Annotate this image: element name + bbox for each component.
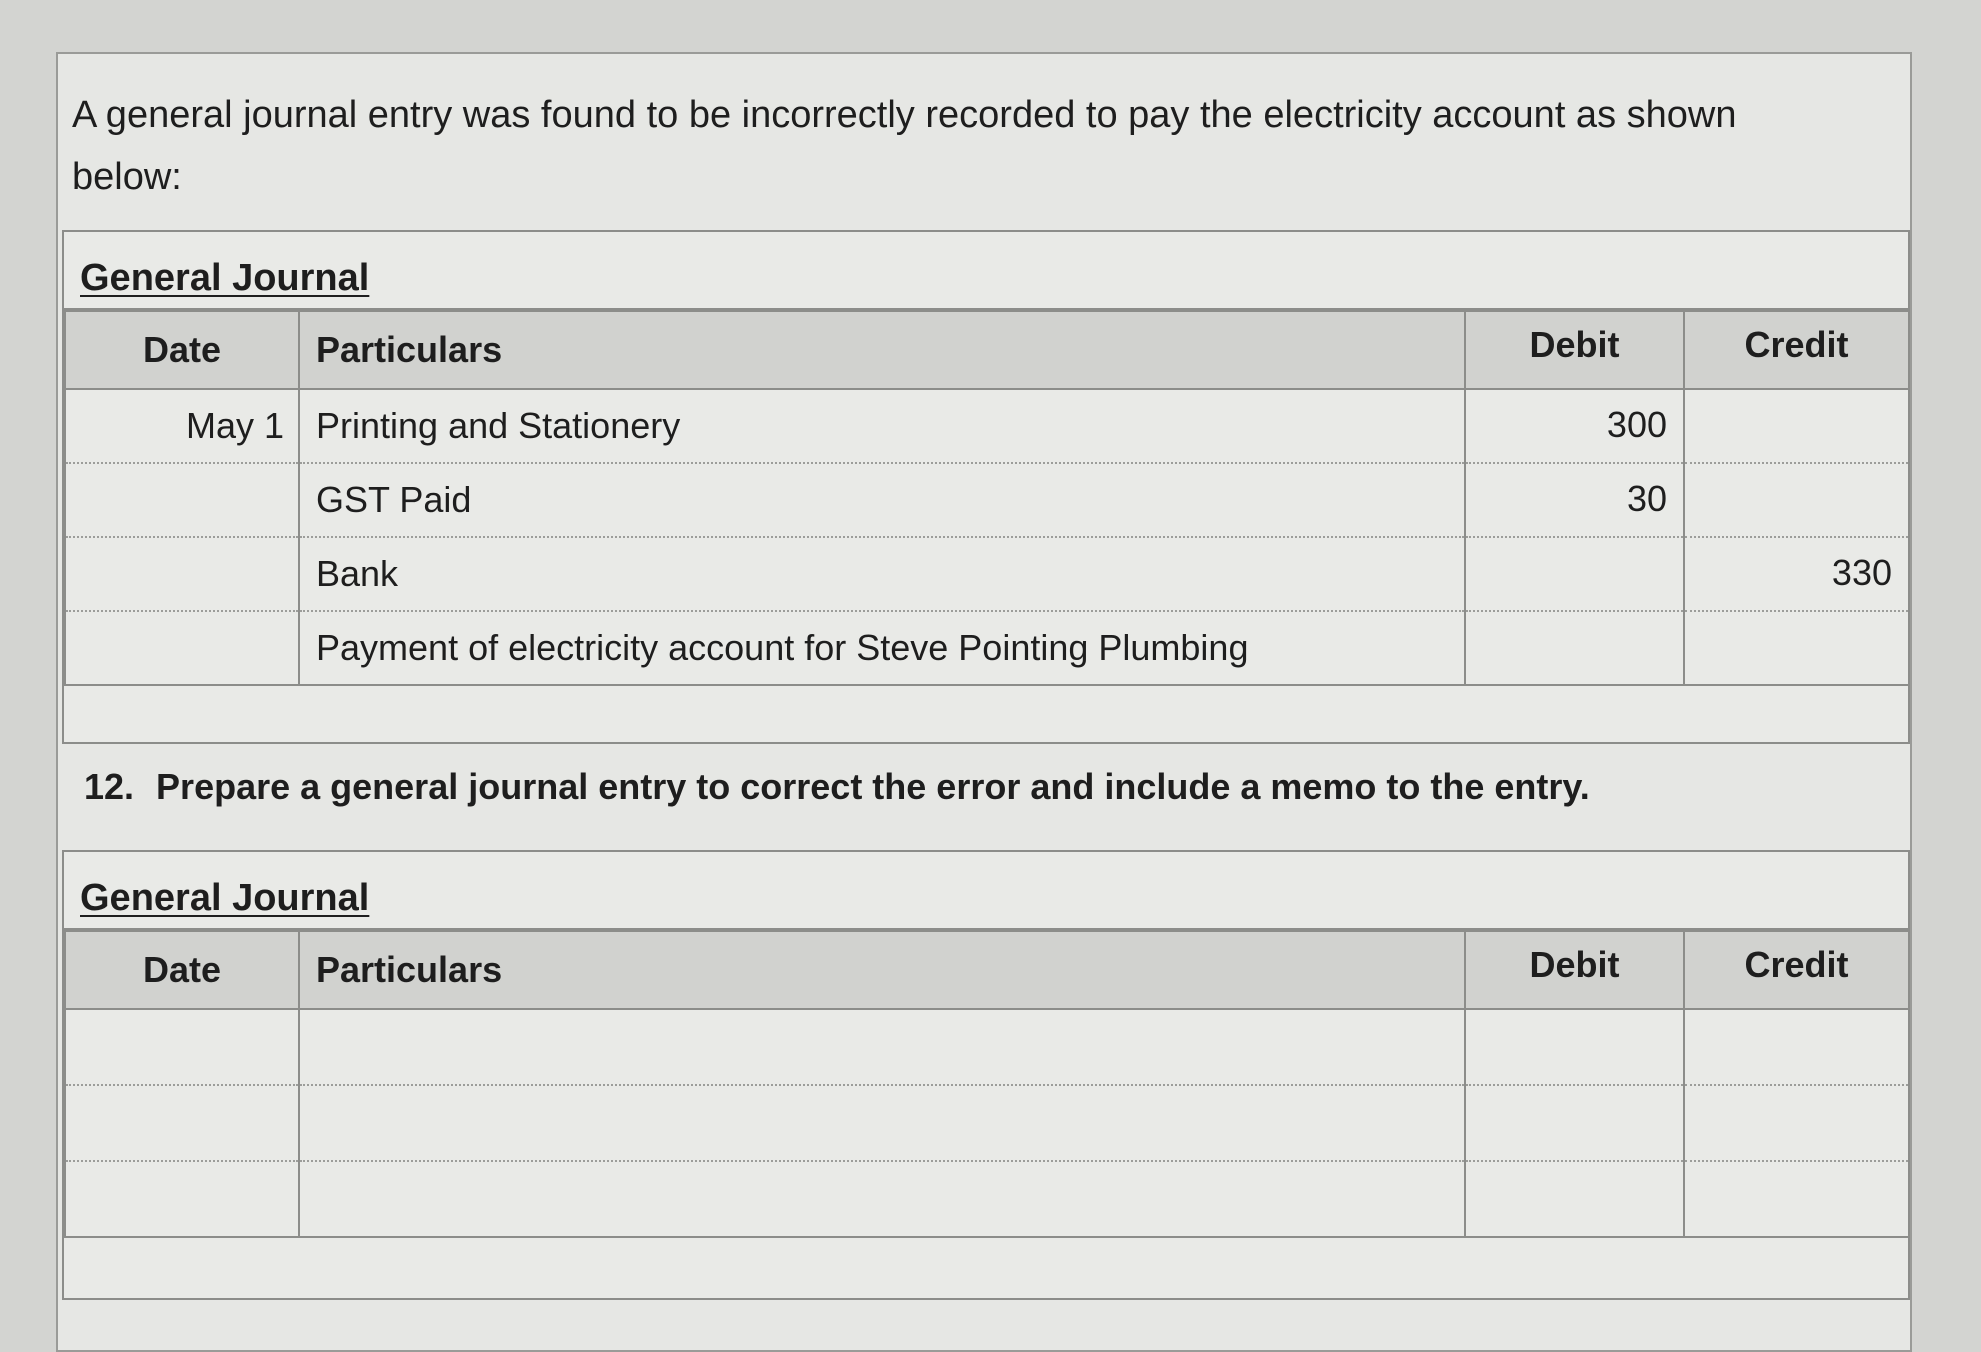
- row-date: [65, 611, 299, 685]
- header-credit: Credit: [1684, 311, 1909, 389]
- row-particulars: Bank: [299, 537, 1465, 611]
- question-prompt: Prepare a general journal entry to correct the error and include a memo to the entry.: [156, 766, 1590, 807]
- table-row: [65, 389, 1909, 463]
- row-credit: [1684, 463, 1909, 537]
- header-debit: Debit: [1465, 311, 1684, 389]
- journal-title-container: [64, 852, 1908, 930]
- header-debit: Debit: [1465, 931, 1684, 1009]
- intro-line-2: below:: [72, 156, 182, 198]
- row-credit: [1684, 611, 1909, 685]
- correction-journal-table: [64, 930, 1910, 1238]
- entry-date-cell[interactable]: [65, 1085, 299, 1161]
- entry-debit-cell[interactable]: [1465, 1009, 1684, 1085]
- entry-date-cell[interactable]: [65, 1009, 299, 1085]
- row-date: [65, 537, 299, 611]
- table-row: [65, 1009, 1909, 1085]
- row-particulars: Payment of electricity account for Steve Pointing Plumbing: [299, 611, 1465, 685]
- entry-particulars-cell[interactable]: [299, 1161, 1465, 1237]
- incorrect-journal-table: [64, 310, 1910, 686]
- question-text: [84, 766, 1590, 808]
- entry-credit-cell[interactable]: [1684, 1085, 1909, 1161]
- entry-credit-cell[interactable]: [1684, 1009, 1909, 1085]
- entry-particulars-cell[interactable]: [299, 1009, 1465, 1085]
- header-row: [65, 311, 1909, 389]
- header-particulars: Particulars: [299, 931, 1465, 1009]
- header-particulars: Particulars: [299, 311, 1465, 389]
- table-row: [65, 537, 1909, 611]
- correction-journal: [62, 850, 1910, 1300]
- journal-title: General Journal: [80, 877, 370, 919]
- question-number: 12.: [84, 766, 135, 807]
- table-row: [65, 1085, 1909, 1161]
- header-credit: Credit: [1684, 931, 1909, 1009]
- row-particulars: GST Paid: [299, 463, 1465, 537]
- row-debit: 30: [1465, 463, 1684, 537]
- table-row: [65, 1161, 1909, 1237]
- row-date: May 1: [65, 389, 299, 463]
- header-row: [65, 931, 1909, 1009]
- worksheet: [56, 52, 1912, 1352]
- row-debit: 300: [1465, 389, 1684, 463]
- intro-line-1: A general journal entry was found to be incorrectly recorded to pay the electricity account as shown: [72, 94, 1737, 136]
- row-debit: [1465, 611, 1684, 685]
- entry-date-cell[interactable]: [65, 1161, 299, 1237]
- table-row: [65, 611, 1909, 685]
- journal-title: General Journal: [80, 257, 370, 299]
- entry-debit-cell[interactable]: [1465, 1161, 1684, 1237]
- row-particulars: Printing and Stationery: [299, 389, 1465, 463]
- header-date: Date: [65, 931, 299, 1009]
- row-credit: 330: [1684, 537, 1909, 611]
- header-date: Date: [65, 311, 299, 389]
- entry-particulars-cell[interactable]: [299, 1085, 1465, 1161]
- entry-debit-cell[interactable]: [1465, 1085, 1684, 1161]
- table-row: [65, 463, 1909, 537]
- entry-credit-cell[interactable]: [1684, 1161, 1909, 1237]
- journal-title-container: [64, 232, 1908, 310]
- row-debit: [1465, 537, 1684, 611]
- row-date: [65, 463, 299, 537]
- incorrect-journal: [62, 230, 1910, 744]
- row-credit: [1684, 389, 1909, 463]
- intro-text: [72, 84, 1872, 208]
